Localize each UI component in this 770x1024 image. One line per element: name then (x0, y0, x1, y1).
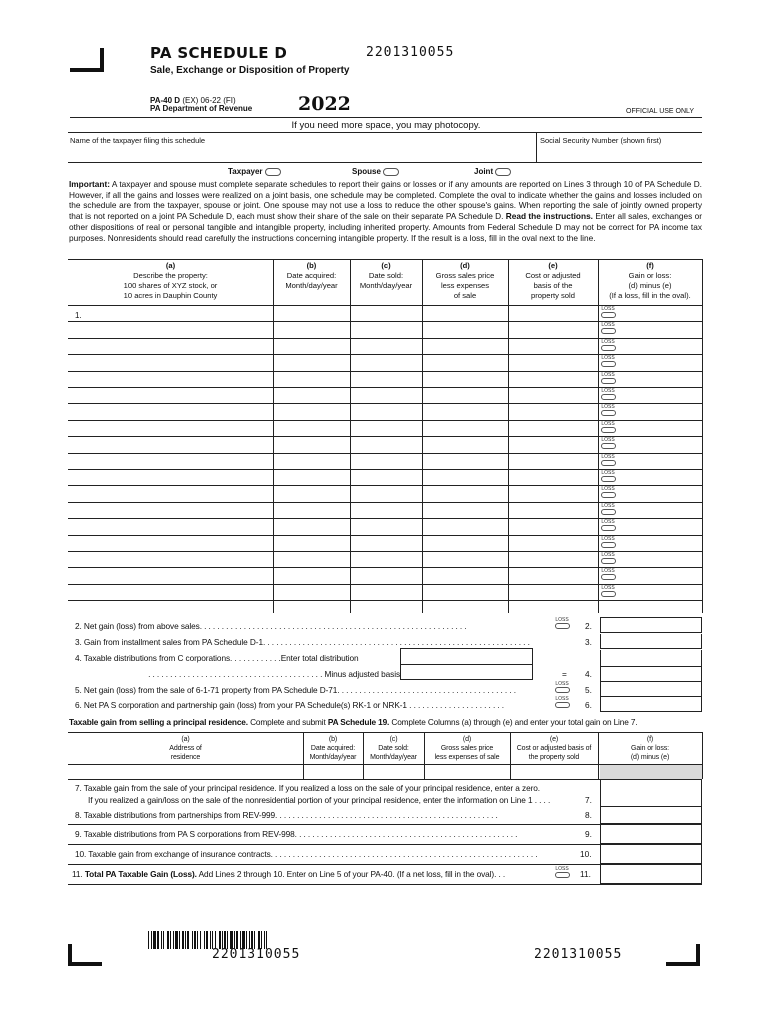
corner-mark-top-left (70, 48, 104, 72)
amount-field-l5[interactable] (600, 682, 702, 697)
column-header-line: 100 shares of XYZ stock, or (123, 281, 218, 290)
loss-oval-7[interactable] (598, 404, 618, 416)
column-letter: (e) (549, 736, 559, 743)
loss-label: LOSS (601, 338, 615, 345)
column-header-line: Gain or loss: (631, 745, 669, 752)
barcode-bar (194, 931, 196, 949)
amount-field-l2[interactable] (600, 618, 702, 633)
loss-oval-8[interactable] (598, 421, 618, 433)
line-text-l7a: 7. Taxable gain from the sale of your principal residence. If you realized a loss on the sale of your principal residence, enter a zero. (75, 783, 540, 793)
leader-dots: . . . . . . . . . . . . . . . . . . . . . . . . . . . . . . . . . . . . . . . . (339, 685, 516, 695)
top-barcode-number: 2201310055 (366, 45, 455, 60)
loss-label: LOSS (601, 404, 615, 411)
principal-title-rest-2: Complete Columns (a) through (e) and enter your total gain on Line 7. (389, 717, 638, 727)
principal-column-c (363, 735, 424, 762)
ssn-field[interactable] (540, 146, 700, 162)
line-text-l11 (72, 869, 550, 879)
loss-oval-icon (601, 509, 616, 515)
loss-label: LOSS (601, 535, 615, 542)
loss-oval-9[interactable] (598, 437, 618, 449)
barcode-bar (200, 931, 201, 949)
row-rule (68, 600, 702, 601)
column-header-line: Gain or loss: (628, 271, 672, 280)
leader-dots: . . . . . . . . . . . . . . . . . . . . . . . . . . . . . . . . . . . . . . . . . . . . . . . . . . . . . . . . . . . . (265, 637, 530, 647)
line-label: 8. Taxable distributions from partnerships from REV-999. (75, 810, 278, 820)
loss-label: LOSS (601, 486, 615, 493)
footer-form-number: 2201310055 (534, 947, 623, 962)
barcode-bar (187, 931, 189, 949)
taxpayer-oval[interactable] (265, 168, 281, 176)
column-header-line: Gross sales price (435, 271, 495, 280)
line-label: 6. Net PA S corporation and partnership gain (loss) from your PA Schedule(s) RK-1 or NRK-1 (75, 700, 407, 710)
column-header-line: basis of the (533, 281, 573, 290)
barcode-bar (148, 931, 149, 949)
principal-residence-title (69, 717, 637, 727)
column-header-line: Describe the property: (133, 271, 208, 280)
loss-oval-icon (555, 687, 570, 693)
loss-oval-l6[interactable] (552, 696, 572, 708)
loss-oval-icon (601, 378, 616, 384)
column-letter: (a) (165, 261, 176, 270)
line-text-l8 (75, 810, 575, 820)
filer-joint-option[interactable] (474, 167, 511, 176)
important-read-instructions: Read the instructions. (505, 211, 593, 222)
line-label: 3. Gain from installment sales from PA Schedule D-1. (75, 637, 266, 647)
loss-oval-2[interactable] (598, 322, 618, 334)
line-11-rule (68, 884, 702, 885)
barcode-bar (197, 931, 198, 949)
loss-oval-icon (601, 410, 616, 416)
loss-oval-4[interactable] (598, 355, 618, 367)
loss-label: LOSS (601, 437, 615, 444)
loss-oval-3[interactable] (598, 339, 618, 351)
loss-oval-17[interactable] (598, 568, 618, 580)
loss-oval-13[interactable] (598, 503, 618, 515)
taxpayer-name-field[interactable] (70, 146, 534, 162)
column-header-line: Date sold: (378, 745, 409, 752)
barcode-bar (173, 931, 174, 949)
column-letter: (b) (328, 736, 338, 743)
column-header-line: the property sold (528, 754, 580, 761)
principal-entry-row[interactable] (70, 765, 600, 779)
column-letter: (b) (306, 261, 317, 270)
leader-dots: . . . . . . . . . . . . . . . . . . . . . . . . . . . . . . . . . . . . . . . . . . . . . . . . . . . . . . . . . . . . (201, 621, 467, 631)
amount-field-l6[interactable] (600, 697, 702, 712)
loss-label: LOSS (601, 519, 615, 526)
column-header-line: property sold (531, 291, 575, 300)
loss-label: LOSS (601, 470, 615, 476)
line-number-l10: 10. (580, 849, 592, 859)
barcode-bar (210, 931, 211, 949)
line-number-l3: 3. (585, 637, 592, 647)
loss-label: LOSS (601, 322, 615, 329)
column-header-line: Date acquired: (286, 271, 337, 280)
column-letter: (c) (381, 261, 391, 270)
line-label-bold: Total PA Taxable Gain (Loss). (84, 869, 197, 879)
column-header-line: of sale (453, 291, 477, 300)
loss-oval-1[interactable] (598, 306, 618, 318)
line-number-l4: 4. (585, 669, 592, 679)
column-header-c (350, 261, 422, 291)
leader-dots: . . . . . . . . . . . . . . . . . . . . . . . . . . . . . . . . . . . . . . . . (148, 669, 325, 679)
column-header-e (508, 261, 598, 301)
leader-dots: . . . . . . . . . . . . . . . . . . . . . . . . . . . . . . . . . . . . . . . . . . . . . . . . . . (296, 829, 518, 839)
line-label: Add Lines 2 through 10. Enter on Line 5 of your PA-40. (If a net loss, fill in the oval). (196, 869, 497, 879)
line-label: 5. Net gain (loss) from the sale of 6-1-71 property from PA Schedule D-71. (75, 685, 340, 695)
loss-label: LOSS (601, 584, 615, 591)
amount-field-l10[interactable] (600, 844, 702, 864)
line-label: Minus adjusted basis (324, 669, 400, 679)
filer-taxpayer-option[interactable] (228, 167, 281, 176)
column-header-f (598, 261, 702, 301)
column-letter: (c) (389, 736, 398, 743)
line-number-l5: 5. (585, 685, 592, 695)
loss-oval-icon (601, 558, 616, 564)
loss-label: LOSS (601, 502, 615, 509)
line-text-l9 (75, 829, 575, 839)
loss-oval-icon (601, 476, 616, 482)
loss-oval-l5[interactable] (552, 681, 572, 693)
joint-oval[interactable] (495, 168, 511, 176)
line-text-l3 (75, 637, 560, 647)
column-header-line: (d) minus (e) (630, 754, 670, 761)
column-header-a (68, 261, 273, 301)
loss-oval-icon (601, 460, 616, 466)
amount-field-l8[interactable] (600, 807, 702, 824)
column-header-line: (If a loss, fill in the oval). (609, 291, 691, 300)
loss-label: LOSS (555, 617, 569, 623)
loss-oval-icon (601, 542, 616, 548)
form-code (150, 97, 252, 113)
line-text-l10 (75, 849, 575, 859)
column-letter: (d) (460, 261, 470, 270)
official-use-label: OFFICIAL USE ONLY (626, 108, 695, 115)
line-label: 11. (72, 869, 85, 879)
column-header-line: Cost or adjusted basis of (516, 745, 592, 752)
form-title: PA SCHEDULE D (150, 44, 288, 62)
column-header-line: residence (170, 754, 201, 761)
important-text-2: Enter all sales, exchanges or other dispositions of real or personal tangible and intangible property, including inherited property. Amounts from Federal Schedule D may not be correct for PA income tax purposes. Nonresidents should read carefully the instructions concerning intangible property. If the result is a loss, fill in the oval next to the line. (69, 211, 703, 243)
amount-field-l9[interactable] (600, 824, 702, 844)
form-code-rest: (EX) 06-22 (FI) (180, 96, 236, 105)
loss-oval-l11[interactable] (552, 866, 572, 878)
loss-label: LOSS (601, 420, 615, 427)
line-number-l7: 7. (585, 795, 592, 805)
line-label: 2. Net gain (loss) from above sales. (75, 621, 202, 631)
barcode-bar (175, 931, 178, 949)
loss-oval-12[interactable] (598, 486, 618, 498)
column-letter: (e) (548, 261, 558, 270)
loss-oval-10[interactable] (598, 454, 618, 466)
principal-column-d (424, 735, 510, 762)
loss-oval-icon (601, 492, 616, 498)
principal-column-divider (702, 732, 703, 779)
column-header-line: Month/day/year (359, 281, 413, 290)
barcode-bar (182, 931, 184, 949)
leader-dots: . . . . . . . . . . . . . . . . . . . . . . . . . . . . . . . . . . . . . . . . . . . . . . . . . . (277, 810, 498, 820)
line-text-l4 (75, 653, 405, 663)
right-border (702, 259, 703, 613)
corner-mark-bottom-left (68, 944, 102, 966)
column-letter: (f) (646, 736, 654, 743)
line-number-l8: 8. (585, 810, 592, 820)
principal-column-b (303, 735, 363, 762)
line-text-l5 (75, 685, 560, 695)
barcode-bar (157, 931, 159, 949)
loss-label: LOSS (555, 866, 569, 872)
ssn-label: Social Security Number (shown first) (540, 136, 662, 145)
spouse-oval[interactable] (383, 168, 399, 176)
form-subtitle: Sale, Exchange or Disposition of Property (150, 65, 350, 76)
loss-oval-15[interactable] (598, 536, 618, 548)
loss-label: LOSS (601, 306, 615, 312)
column-header-line: Cost or adjusted (525, 271, 581, 280)
loss-oval-icon (601, 443, 616, 449)
column-header-b (273, 261, 350, 291)
line-label: 10. Taxable gain from exchange of insurance contracts. (75, 849, 273, 859)
line-4-field-divider (600, 666, 702, 667)
line-1-label: 1. (75, 311, 82, 320)
column-header-line: Date acquired: (310, 745, 356, 752)
line-4-equals: = (562, 669, 567, 679)
table-header-top-rule (68, 259, 702, 260)
loss-label: LOSS (601, 552, 615, 558)
loss-oval-icon (601, 328, 616, 334)
barcode-bar (204, 931, 205, 949)
filer-spouse-option[interactable] (352, 167, 399, 176)
column-letter: (f) (646, 261, 654, 270)
amount-field-l3[interactable] (600, 634, 702, 649)
column-letter: (a) (181, 736, 190, 743)
photocopy-note: If you need more space, you may photocopy. (291, 120, 481, 131)
barcode-bar (163, 931, 164, 949)
loss-oval-16[interactable] (598, 552, 618, 564)
column-header-line: Date sold: (368, 271, 404, 280)
principal-schedule-19: PA Schedule 19. (327, 717, 390, 727)
loss-oval-14[interactable] (598, 519, 618, 531)
column-header-line: Month/day/year (370, 754, 417, 761)
loss-oval-icon (555, 872, 570, 878)
principal-row-shaded-cell (600, 765, 702, 779)
column-header-line: (d) minus (e) (628, 281, 672, 290)
principal-column-a (68, 735, 303, 762)
principal-title-bold: Taxable gain from selling a principal residence. (69, 717, 248, 727)
loss-oval-11[interactable] (598, 470, 618, 482)
principal-title-rest: Complete and submit (247, 717, 328, 727)
loss-oval-icon (601, 345, 616, 351)
barcode-bar (151, 931, 152, 949)
line-number-l9: 9. (585, 829, 592, 839)
loss-label: LOSS (601, 371, 615, 378)
loss-oval-5[interactable] (598, 372, 618, 384)
loss-oval-icon (555, 623, 570, 629)
barcode-bar (170, 931, 171, 949)
leader-dots: . . . . . . . . . . . . . . . . . . . . . . (406, 700, 504, 710)
barcode-bar (167, 931, 169, 949)
line-label: 9. Taxable distributions from PA S corporations from REV-998. (75, 829, 297, 839)
column-header-line: Gross sales price (440, 745, 494, 752)
loss-oval-icon (601, 312, 616, 318)
line-number-l6: 6. (585, 700, 592, 710)
column-letter: (d) (462, 736, 472, 743)
principal-column-e (510, 735, 598, 762)
tax-year: 2022 (298, 93, 351, 115)
column-header-line: Month/day/year (285, 281, 338, 290)
line-label: 4. Taxable distributions from C corporations. . . . . . . . . . . .Enter total distribution (75, 653, 359, 663)
taxpayer-name-label: Name of the taxpayer filing this schedule (70, 136, 206, 145)
column-header-line: less expenses (440, 281, 490, 290)
line-text-l6 (75, 700, 560, 710)
line-4-box-divider (400, 664, 533, 665)
important-text-1: A taxpayer and spouse must complete separate schedules to report their gains or losses or if any amounts are reported on Lines 3 through 10 of PA Schedule D. However, if all the gains and losses were realized on a joint basis, one schedule may be completed. Complete the oval to indicate whether the gains and losses included on the schedule are from the taxpayer, spouse or joint. One spouse may not use a loss to reduce the other spouse's gains. When reporting the sale of jointly owned property that is not reported on a joint PA Schedule D, each must show their share of the sale on their separate PA Schedule D. (69, 179, 702, 222)
filer-taxpayer-label: Taxpayer (228, 167, 263, 176)
principal-table-top-rule (68, 732, 702, 733)
loss-oval-18[interactable] (598, 585, 618, 597)
barcode-bar (206, 931, 208, 949)
filer-joint-label: Joint (474, 167, 494, 176)
name-row-bottom-rule (68, 162, 702, 163)
loss-oval-icon (601, 574, 616, 580)
loss-oval-icon (601, 427, 616, 433)
line-number-l11: 11. (580, 869, 591, 879)
loss-oval-l2[interactable] (552, 617, 572, 629)
barcode-bar (185, 931, 186, 949)
leader-dots: . . (496, 869, 506, 879)
footer-barcode-number: 2201310055 (212, 947, 301, 962)
department-name: PA Department of Revenue (150, 104, 253, 113)
column-header-d (422, 261, 508, 301)
ssn-divider (536, 132, 537, 162)
loss-oval-icon (601, 591, 616, 597)
loss-oval-icon (601, 361, 616, 367)
amount-field-l11[interactable] (600, 864, 702, 884)
loss-oval-icon (601, 525, 616, 531)
barcode-bar (179, 931, 180, 949)
loss-oval-icon (601, 394, 616, 400)
loss-oval-icon (555, 702, 570, 708)
line-number-l2: 2. (585, 621, 592, 631)
important-lead: Important: (69, 179, 111, 189)
filer-spouse-label: Spouse (352, 167, 381, 176)
column-header-line: Address of (169, 745, 202, 752)
header-rule (70, 117, 702, 118)
column-header-line: 10 acres in Dauphin County (123, 291, 218, 300)
corner-mark-bottom-right (666, 944, 700, 966)
loss-label: LOSS (555, 681, 569, 687)
loss-label: LOSS (601, 568, 615, 575)
barcode-bar (192, 931, 193, 949)
loss-oval-6[interactable] (598, 388, 618, 400)
column-header-line: less expenses of sale (434, 754, 500, 761)
loss-label: LOSS (601, 453, 615, 460)
line-text-l4b (87, 669, 400, 679)
amount-field-l7[interactable] (600, 779, 702, 807)
line-text-l2 (75, 621, 560, 631)
form-code-bold: PA-40 D (150, 96, 181, 105)
loss-label: LOSS (601, 388, 615, 394)
line-text-l7b: If you realized a gain/loss on the sale of the nonresidential portion of your principal residence, enter the information on Line 1 . . . . (88, 795, 551, 805)
loss-label: LOSS (601, 355, 615, 362)
principal-column-f (598, 735, 702, 762)
barcode-bar (161, 931, 162, 949)
name-row-top-rule (68, 132, 702, 133)
leader-dots: . . . . . . . . . . . . . . . . . . . . . . . . . . . . . . . . . . . . . . . . . . . . . . . . . . . . . . . . . . . . (272, 849, 538, 859)
important-instructions (69, 179, 702, 243)
barcode-bar (153, 931, 156, 949)
loss-label: LOSS (555, 696, 569, 702)
column-header-line: Month/day/year (309, 754, 357, 761)
